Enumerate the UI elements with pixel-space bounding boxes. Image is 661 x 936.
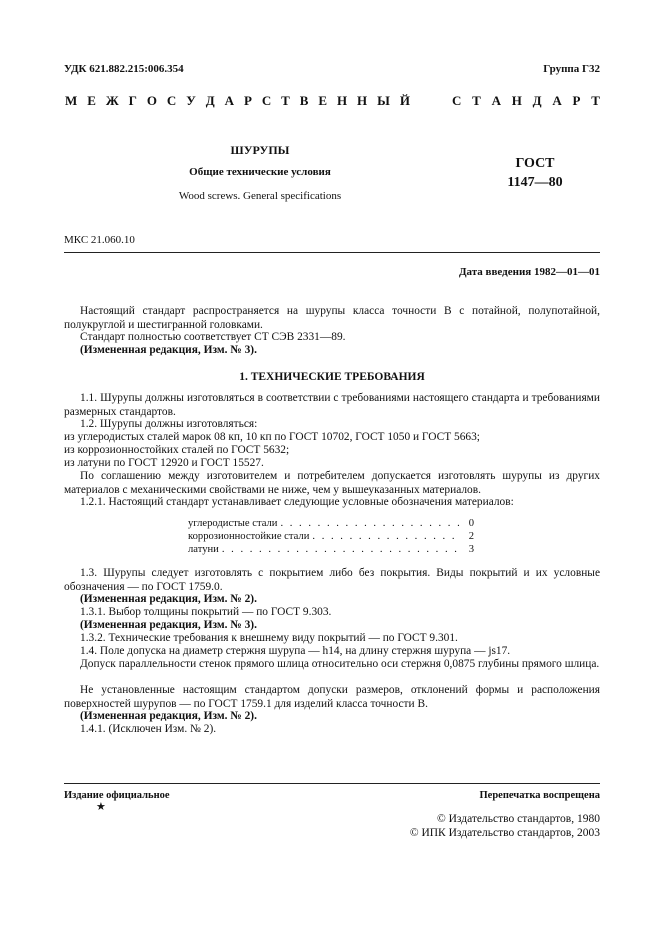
material-code-value: 2 bbox=[468, 531, 474, 542]
banner-letter: Н bbox=[336, 93, 348, 108]
clause-1-3: 1.3. Шурупы следует изготовлять с покрытием либо без покрытия. Виды покрытий и их условные обозначения — по ГОСТ 1759.0. bbox=[64, 567, 600, 593]
group-code: Группа Г32 bbox=[543, 63, 600, 75]
banner-word-standard bbox=[452, 93, 600, 109]
banner-letter: М bbox=[65, 93, 78, 108]
material-code-row bbox=[188, 518, 474, 529]
banner-letter: С bbox=[261, 93, 272, 108]
mks-code: МКС 21.060.10 bbox=[64, 234, 135, 246]
gost-label: ГОСТ bbox=[515, 156, 555, 171]
clause-1-3-1: 1.3.1. Выбор толщины покрытий — по ГОСТ 9.303. bbox=[80, 606, 332, 618]
banner-letter: Д bbox=[532, 93, 542, 108]
intro-paragraph: Настоящий стандарт распространяется на шурупы класса точности В с потайной, полупотайной, полукруглой и шестигранной головками. bbox=[64, 305, 600, 331]
material-carbon: из углеродистых сталей марок 08 кп, 10 кп по ГОСТ 10702, ГОСТ 1050 и ГОСТ 5663; bbox=[64, 431, 480, 443]
material-code-value: 0 bbox=[468, 518, 474, 529]
banner-letter: Т bbox=[281, 93, 290, 108]
leader-dots bbox=[222, 544, 461, 555]
material-code-label: коррозионностойкие стали bbox=[188, 531, 310, 542]
banner-letter: Н bbox=[511, 93, 522, 108]
copyright-1980: © Издательство стандартов, 1980 bbox=[436, 813, 600, 825]
divider-bottom bbox=[64, 783, 600, 784]
clause-1-4: 1.4. Поле допуска на диаметр стержня шурупа — h14, на длину стержня шурупа — js17. bbox=[80, 645, 511, 657]
doc-title: ШУРУПЫ bbox=[230, 143, 290, 157]
clause-1-2-1: 1.2.1. Настоящий стандарт устанавливает следующие условные обозначения материалов: bbox=[80, 496, 514, 508]
udk-code: УДК 621.882.215:006.354 bbox=[64, 63, 184, 75]
banner-letter: Т bbox=[591, 93, 600, 108]
banner-letter: Г bbox=[128, 93, 137, 108]
edit-note-2b: (Измененная редакция, Изм. № 2). bbox=[80, 710, 257, 722]
introduction-date: Дата введения 1982—01—01 bbox=[458, 266, 600, 278]
material-code-label: углеродистые стали bbox=[188, 518, 278, 529]
intro-compliance: Стандарт полностью соответствует СТ СЭВ 2331—89. bbox=[80, 331, 346, 343]
banner-letter: С bbox=[452, 93, 462, 108]
reprint-prohibited: Перепечатка воспрещена bbox=[479, 790, 600, 801]
leader-dots bbox=[312, 531, 461, 542]
slot-tolerance: Допуск параллельности стенок прямого шлица относительно оси стержня 0,0875 глубины прямого шлица. bbox=[80, 658, 600, 670]
banner-letter: У bbox=[186, 93, 196, 108]
material-brass: из латуни по ГОСТ 12920 и ГОСТ 15527. bbox=[64, 457, 264, 469]
material-code-value: 3 bbox=[468, 544, 474, 555]
banner-letter: Е bbox=[87, 93, 96, 108]
banner-letter: А bbox=[224, 93, 234, 108]
banner-letter: Р bbox=[572, 93, 581, 108]
banner-letter: Д bbox=[205, 93, 215, 108]
banner-letter: С bbox=[166, 93, 177, 108]
edit-note-2: (Измененная редакция, Изм. № 2). bbox=[80, 593, 257, 605]
banner-letter: В bbox=[299, 93, 309, 108]
standard-banner bbox=[65, 93, 600, 109]
material-code-label: латуни bbox=[188, 544, 219, 555]
material-code-row bbox=[188, 544, 474, 555]
clause-1-3-2: 1.3.2. Технические требования к внешнему виду покрытий — по ГОСТ 9.301. bbox=[80, 632, 458, 644]
clause-1-4-1: 1.4.1. (Исключен Изм. № 2). bbox=[80, 723, 217, 735]
banner-letter: А bbox=[491, 93, 501, 108]
clause-1-1: 1.1. Шурупы должны изготовляться в соответствии с требованиями настоящего стандарта и требованиями размерных стандартов. bbox=[64, 392, 600, 418]
banner-letter: Н bbox=[357, 93, 368, 108]
banner-letter: Ж bbox=[105, 93, 119, 108]
banner-word-interstate bbox=[65, 93, 410, 109]
banner-letter: Е bbox=[318, 93, 328, 108]
banner-letter: Й bbox=[399, 93, 410, 108]
banner-letter: А bbox=[552, 93, 562, 108]
banner-letter: О bbox=[146, 93, 157, 108]
banner-letter: Т bbox=[472, 93, 481, 108]
intro-edit-note: (Измененная редакция, Изм. № 3). bbox=[80, 344, 257, 356]
official-edition: Издание официальное bbox=[64, 790, 170, 801]
material-stainless: из коррозионностойких сталей по ГОСТ 5632; bbox=[64, 444, 290, 456]
agreement-paragraph: По соглашению между изготовителем и потребителем допускается изготовлять шурупы из других материалов с механическими свойствами не ниже, чем у вышеуказанных материалов. bbox=[64, 470, 600, 496]
banner-letter: Ы bbox=[377, 93, 390, 108]
leader-dots bbox=[280, 518, 461, 529]
divider-top bbox=[64, 252, 600, 253]
copyright-2003: © ИПК Издательство стандартов, 2003 bbox=[409, 827, 600, 839]
clause-1-2: 1.2. Шурупы должны изготовляться: bbox=[80, 418, 258, 430]
doc-english-title: Wood screws. General specifications bbox=[178, 190, 342, 202]
edit-note-3: (Измененная редакция, Изм. № 3). bbox=[80, 619, 257, 631]
doc-subtitle: Общие технические условия bbox=[189, 166, 331, 178]
section-heading: 1. ТЕХНИЧЕСКИЕ ТРЕБОВАНИЯ bbox=[239, 371, 425, 383]
material-code-row bbox=[188, 531, 474, 542]
gost-number: 1147—80 bbox=[507, 175, 563, 190]
banner-letter: Р bbox=[243, 93, 252, 108]
unspecified-tolerances: Не установленные настоящим стандартом допуски размеров, отклонений формы и расположения поверхностей шурупов — по ГОСТ 1759.1 для изделий класса точности В. bbox=[64, 684, 600, 710]
star-icon: ★ bbox=[96, 801, 106, 813]
